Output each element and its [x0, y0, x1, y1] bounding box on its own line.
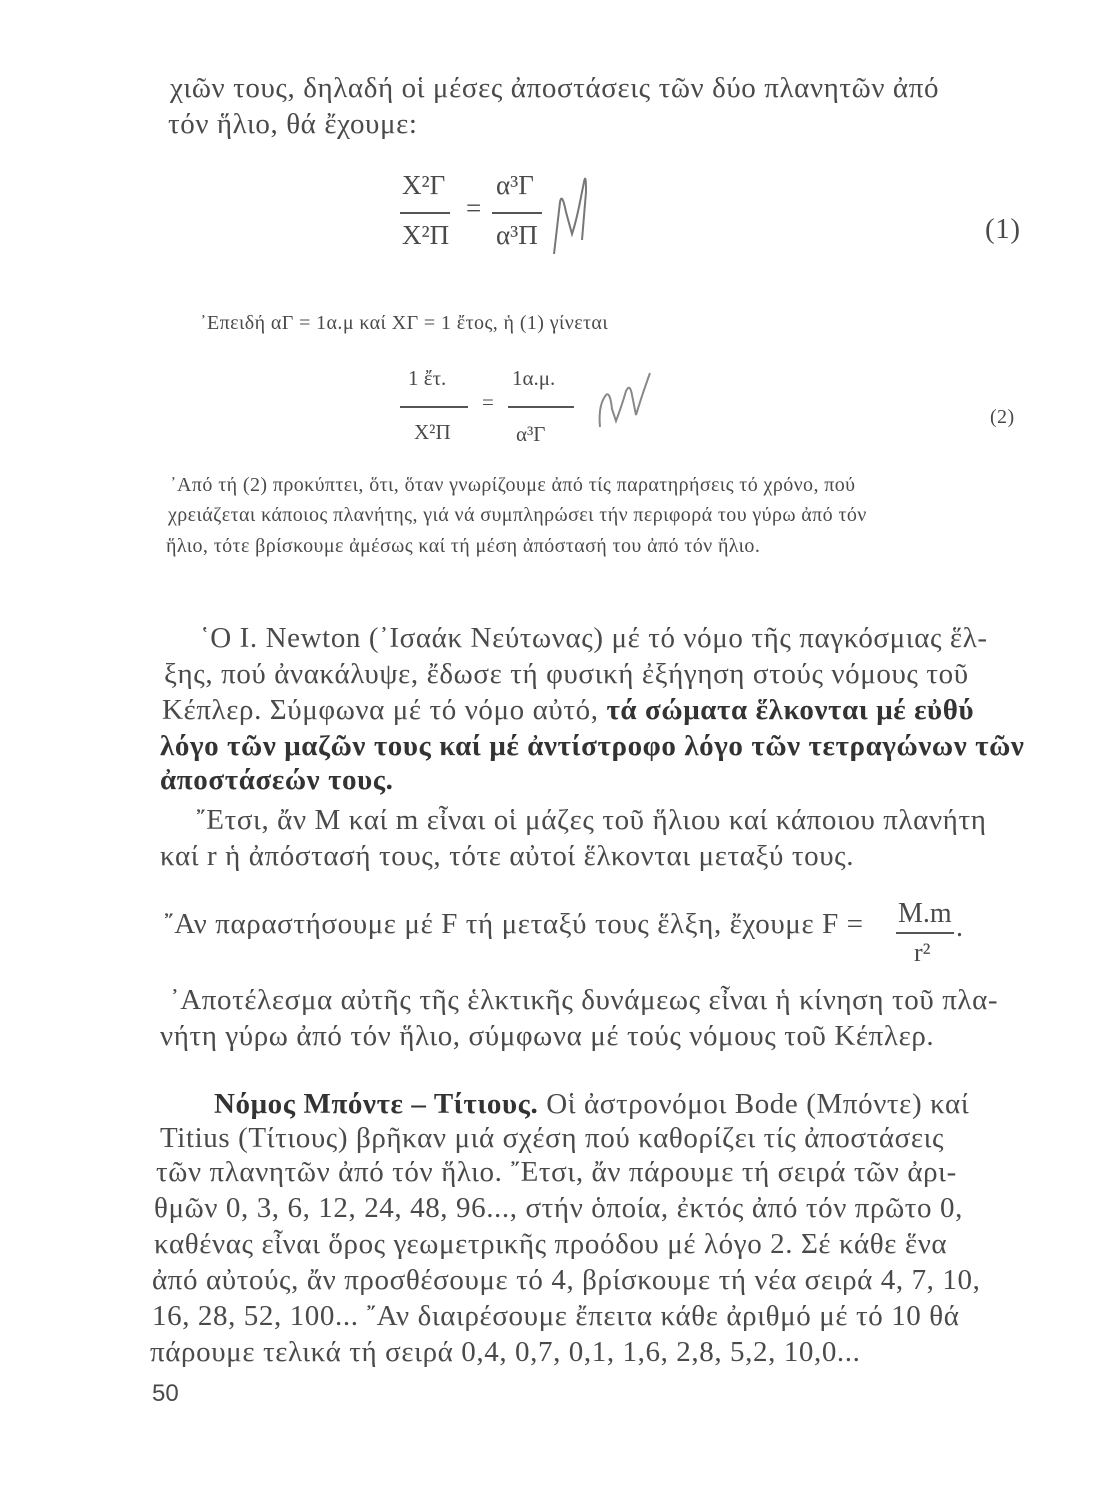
eq2-number: (2) [990, 406, 1015, 428]
eq1-denominator-right: α³Π [496, 220, 538, 250]
fraction-bar [492, 212, 542, 214]
body-text-line: χρειάζεται κάποιος πλανήτης, γιά νά συμπληρώσει τήν περιφορά του γύρω ἀπό τόν [168, 504, 867, 526]
body-text-line: ξης, πού ἀνακάλυψε, ἔδωσε τή φυσική ἐξήγηση στούς νόμους τοῦ [164, 658, 969, 690]
emphasis-text: ἀποστάσεών τους. [160, 764, 394, 796]
body-text-line: ἥλιο, τότε βρίσκουμε ἀμέσως καί τή μέση ἀπόστασή του ἀπό τόν ἥλιο. [166, 535, 761, 557]
page-number: 50 [152, 1380, 179, 1407]
eq1-denominator-left: X²Π [402, 220, 450, 250]
body-text-line: νήτη γύρω ἀπό τόν ἥλιο, σύμφωνα μέ τούς νόμους τοῦ Κέπλερ. [160, 1020, 935, 1052]
body-text-line: ᾽Από τή (2) προκύπτει, ὅτι, ὅταν γνωρίζουμε ἀπό τίς παρατηρήσεις τό χρόνο, πού [170, 474, 856, 496]
body-text-line: τόν ἥλιο, θά ἔχουμε: [168, 108, 418, 140]
body-text-line: ἀπό αὐτούς, ἄν προσθέσουμε τό 4, βρίσκουμε τή νέα σειρά 4, 7, 10, [152, 1264, 981, 1296]
body-text-line: πάρουμε τελικά τή σειρά 0,4, 0,7, 0,1, 1,6, 2,8, 5,2, 10,0... [150, 1336, 861, 1368]
body-text-line: ᾽Επειδή αΓ = 1α.μ καί XΓ = 1 ἔτος, ἡ (1) γίνεται [200, 312, 609, 334]
eq1-numerator-left: X²Γ [402, 170, 446, 200]
body-text-line [214, 1088, 969, 1121]
eq1-number: (1) [985, 213, 1021, 245]
eq2-numerator-right: 1α.μ. [512, 366, 556, 390]
body-text-line: καί r ἡ ἀπόστασή τους, τότε αὐτοί ἕλκονται μεταξύ τους. [160, 840, 855, 872]
force-numerator: M.m [898, 898, 952, 929]
eq2-equals: = [482, 390, 494, 414]
body-text-line: ῎Ετσι, ἄν M καί m εἶναι οἱ μάζες τοῦ ἥλιου καί κάποιου πλανήτη [196, 804, 987, 836]
body-text-line: θμῶν 0, 3, 6, 12, 24, 48, 96..., στήν ὁποία, ἐκτός ἀπό τόν πρῶτο 0, [154, 1192, 963, 1224]
force-period: . [956, 912, 963, 943]
eq1-equals: = [466, 193, 482, 223]
eq1-numerator-right: α³Γ [496, 170, 534, 200]
body-text-line [162, 694, 974, 727]
eq2-denominator-right: α³Γ [516, 422, 546, 446]
fraction-bar [508, 406, 574, 408]
eq2-denominator-left: X²Π [414, 420, 451, 444]
handwritten-check-mark [592, 365, 662, 435]
fraction-bar [896, 932, 954, 934]
emphasis-text: λόγο τῶν μαζῶν τους καί μέ ἀντίστροφο λόγο τῶν τετραγώνων τῶν [160, 730, 1025, 762]
body-text: Κέπλερ. Σύμφωνα μέ τό νόμο αὐτό, [162, 694, 607, 726]
fraction-bar [400, 406, 468, 408]
emphasis-text: τά σώματα ἕλκονται μέ εὐθύ [606, 694, 975, 726]
fraction-bar [400, 212, 450, 214]
body-text-line: 16, 28, 52, 100... ῎Αν διαιρέσουμε ἔπειτα κάθε ἀριθμό μέ τό 10 θά [152, 1300, 960, 1332]
body-text-line: καθένας εἶναι ὅρος γεωμετρικῆς προόδου μέ λόγο 2. Σέ κάθε ἕνα [154, 1228, 948, 1260]
body-text-line: χιῶν τους, δηλαδή οἱ μέσες ἀποστάσεις τῶν δύο πλανητῶν ἀπό [170, 72, 940, 104]
body-text-line: ῎Αν παραστήσουμε μέ F τή μεταξύ τους ἕλξη, ἔχουμε F = [164, 908, 864, 940]
body-text: Οἱ ἀστρονόμοι Bode (Μπόντε) καί [538, 1088, 970, 1120]
handwritten-check-mark [546, 162, 606, 262]
force-denominator: r² [914, 938, 931, 967]
body-text-line: ᾽Αποτέλεσμα αὐτῆς τῆς ἑλκτικῆς δυνάμεως εἶναι ἡ κίνηση τοῦ πλα- [170, 984, 999, 1016]
section-heading: Νόμος Μπόντε – Τίτιους. [214, 1088, 539, 1120]
eq2-numerator-left: 1 ἔτ. [408, 366, 447, 390]
body-text-line: Titius (Τίτιους) βρῆκαν μιά σχέση πού καθορίζει τίς ἀποστάσεις [160, 1122, 945, 1154]
body-text-line [160, 730, 1024, 763]
body-text-line: τῶν πλανητῶν ἀπό τόν ἥλιο. ῎Ετσι, ἄν πάρουμε τή σειρά τῶν ἀρι- [156, 1156, 957, 1188]
body-text-line: ῾Ο Ι. Newton (᾽Ισαάκ Νεύτωνας) μέ τό νόμο τῆς παγκόσμιας ἕλ- [200, 622, 988, 654]
body-text-line [160, 764, 393, 797]
